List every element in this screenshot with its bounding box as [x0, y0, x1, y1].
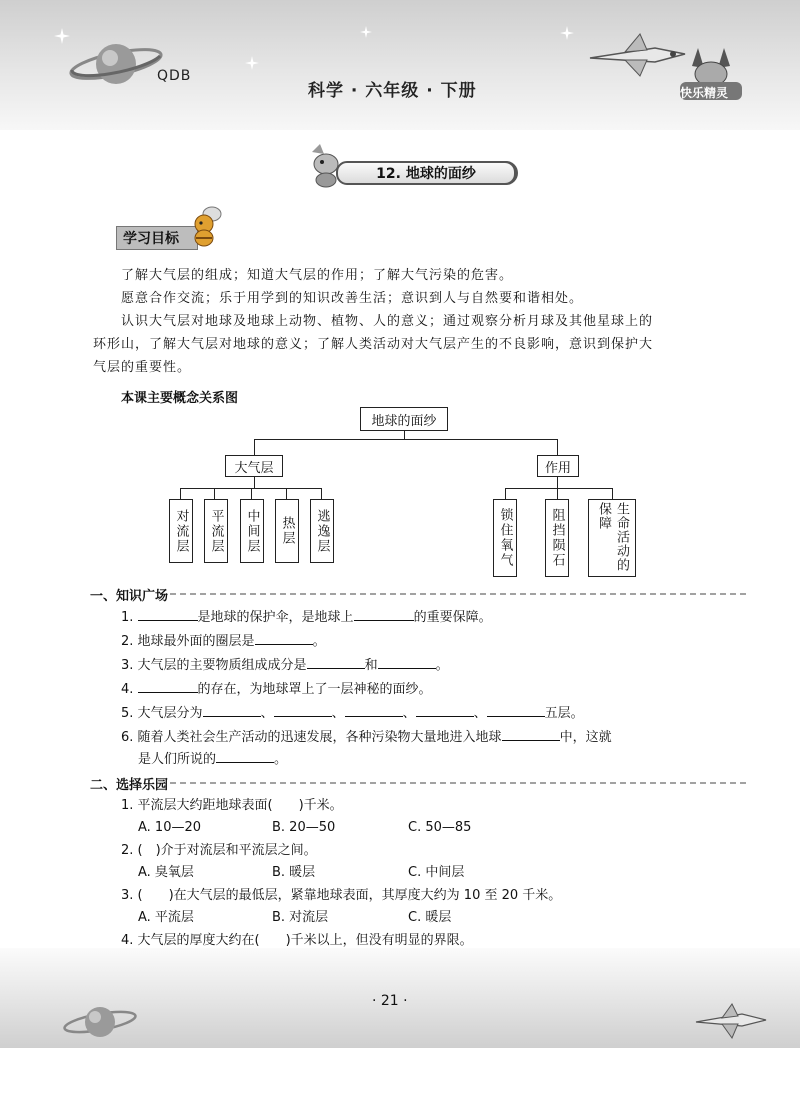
dashed-divider: [170, 592, 750, 596]
concept-leaf: 对流层: [169, 499, 193, 563]
connector: [505, 488, 506, 499]
connector: [404, 431, 405, 439]
connector: [251, 488, 252, 499]
connector: [505, 488, 613, 489]
answer-blank[interactable]: [255, 644, 313, 645]
question-number: 3.: [121, 658, 134, 673]
fill-question-2: [121, 632, 326, 652]
concept-leaf-text: 生命活动的保障: [596, 502, 629, 572]
choice-question-4: 4. 大气层的厚度大约在( )千米以上，但没有明显的界限。: [121, 933, 473, 948]
fill-question-6-cont: [138, 750, 287, 770]
question-number: 1.: [121, 610, 134, 625]
fill-question-5: [121, 704, 584, 724]
option-a[interactable]: A. 臭氧层: [138, 865, 194, 880]
concept-leaf: 平流层: [204, 499, 228, 563]
concept-atmosphere: 大气层: [225, 455, 283, 477]
question-text: 大气层的主要物质组成成分是: [137, 658, 307, 673]
connector: [254, 439, 255, 455]
connector: [557, 477, 558, 488]
answer-blank[interactable]: [216, 762, 274, 763]
bee-mascot-icon: [188, 204, 224, 248]
goal-line-1: 了解大气层的组成；知道大气层的作用；了解大气污染的危害。: [121, 268, 514, 283]
question-number: 6.: [121, 730, 134, 745]
question-number: 2.: [121, 634, 134, 649]
concept-leaf: 阻挡陨石: [545, 499, 569, 577]
question-number: 4.: [121, 682, 134, 697]
concept-root: 地球的面纱: [360, 407, 448, 431]
subject-title: 科学 · 六年级 · 下册: [308, 81, 477, 101]
fill-question-1: [121, 608, 492, 628]
question-text: 、: [402, 706, 416, 721]
page-number: · 21 ·: [372, 993, 408, 1009]
question-text: 中，这就: [559, 730, 612, 745]
question-text: 。: [312, 634, 326, 649]
choice-question-2: 2. ( )介于对流层和平流层之间。: [121, 843, 317, 858]
question-text: 地球最外面的圈层是: [137, 634, 255, 649]
connector: [612, 488, 613, 499]
connector: [286, 488, 287, 499]
option-c[interactable]: C. 中间层: [408, 865, 465, 880]
question-text: 五层。: [544, 706, 584, 721]
concept-leaf: 中间层: [240, 499, 264, 563]
fill-question-3: [121, 656, 449, 676]
connector: [180, 488, 181, 499]
question-text: 和: [364, 658, 378, 673]
fill-question-6: [121, 728, 612, 748]
answer-blank[interactable]: [138, 620, 198, 621]
option-b[interactable]: B. 暖层: [272, 865, 316, 880]
answer-blank[interactable]: [203, 716, 261, 717]
answer-blank[interactable]: [274, 716, 332, 717]
goal-line-2: 愿意合作交流；乐于用学到的知识改善生活；意识到人与自然要和谐相处。: [121, 291, 584, 306]
star-icon: [560, 26, 574, 40]
question-text: 大气层分为: [137, 706, 203, 721]
connector: [254, 477, 255, 488]
answer-blank[interactable]: [354, 620, 414, 621]
connector: [254, 439, 557, 440]
answer-blank[interactable]: [307, 668, 365, 669]
connector: [321, 488, 322, 499]
question-text: 、: [473, 706, 487, 721]
choice-question-1: 1. 平流层大约距地球表面( )千米。: [121, 798, 343, 813]
question-text: 是人们所说的: [138, 752, 217, 767]
lesson-title: 12. 地球的面纱: [336, 161, 516, 185]
answer-blank[interactable]: [138, 692, 198, 693]
concept-leaf: 锁住氧气: [493, 499, 517, 577]
learning-goals-label: 学习目标: [116, 226, 198, 250]
option-a[interactable]: A. 平流层: [138, 910, 194, 925]
answer-blank[interactable]: [378, 668, 436, 669]
question-text: 。: [435, 658, 449, 673]
concept-function: 作用: [537, 455, 579, 477]
option-b[interactable]: B. 对流层: [272, 910, 329, 925]
answer-blank[interactable]: [345, 716, 403, 717]
logo-text: QDB: [157, 68, 192, 84]
goal-line-5: 气层的重要性。: [93, 360, 192, 375]
answer-blank[interactable]: [416, 716, 474, 717]
star-icon: [360, 26, 372, 38]
question-text: 是地球的保护伞，是地球上: [197, 610, 354, 625]
question-number: 5.: [121, 706, 134, 721]
section-heading: 一、知识广场: [90, 589, 169, 604]
option-c[interactable]: C. 50—85: [408, 820, 472, 835]
answer-blank[interactable]: [502, 740, 560, 741]
fill-question-4: [121, 680, 432, 700]
goal-line-3: 认识大气层对地球及地球上动物、植物、人的意义；通过观察分析月球及其他星球上的: [121, 314, 654, 329]
connector: [214, 488, 215, 499]
question-text: 的存在，为地球罩上了一层神秘的面纱。: [197, 682, 432, 697]
question-text: 、: [331, 706, 345, 721]
star-icon: [245, 56, 259, 70]
connector: [557, 439, 558, 455]
planet-icon: [60, 1000, 140, 1044]
choice-question-3: 3. ( )在大气层的最低层，紧靠地球表面，其厚度大约为 10 至 20 千米。: [121, 888, 562, 903]
question-text: 、: [260, 706, 274, 721]
connector: [557, 488, 558, 499]
answer-blank[interactable]: [487, 716, 545, 717]
goal-line-4: 环形山，了解大气层对地球的意义；了解人类活动对大气层产生的不良影响，意识到保护大: [93, 337, 654, 352]
concept-leaf: [588, 499, 636, 577]
question-text: 随着人类社会生产活动的迅速发展，各种污染物大量地进入地球: [137, 730, 502, 745]
concept-map-title: 本课主要概念关系图: [121, 391, 239, 406]
question-text: 。: [274, 752, 288, 767]
section-heading: 二、选择乐园: [90, 778, 169, 793]
option-b[interactable]: B. 20—50: [272, 820, 336, 835]
space-shuttle-icon: [692, 1000, 772, 1040]
concept-leaf: 逃逸层: [310, 499, 334, 563]
star-icon: [54, 28, 70, 44]
concept-leaf: 热层: [275, 499, 299, 563]
mascot-text: 快乐精灵: [680, 86, 729, 100]
question-text: 的重要保障。: [413, 610, 492, 625]
option-c[interactable]: C. 暖层: [408, 910, 452, 925]
dashed-divider: [170, 781, 750, 785]
planet-icon: [68, 34, 168, 94]
option-a[interactable]: A. 10—20: [138, 820, 202, 835]
